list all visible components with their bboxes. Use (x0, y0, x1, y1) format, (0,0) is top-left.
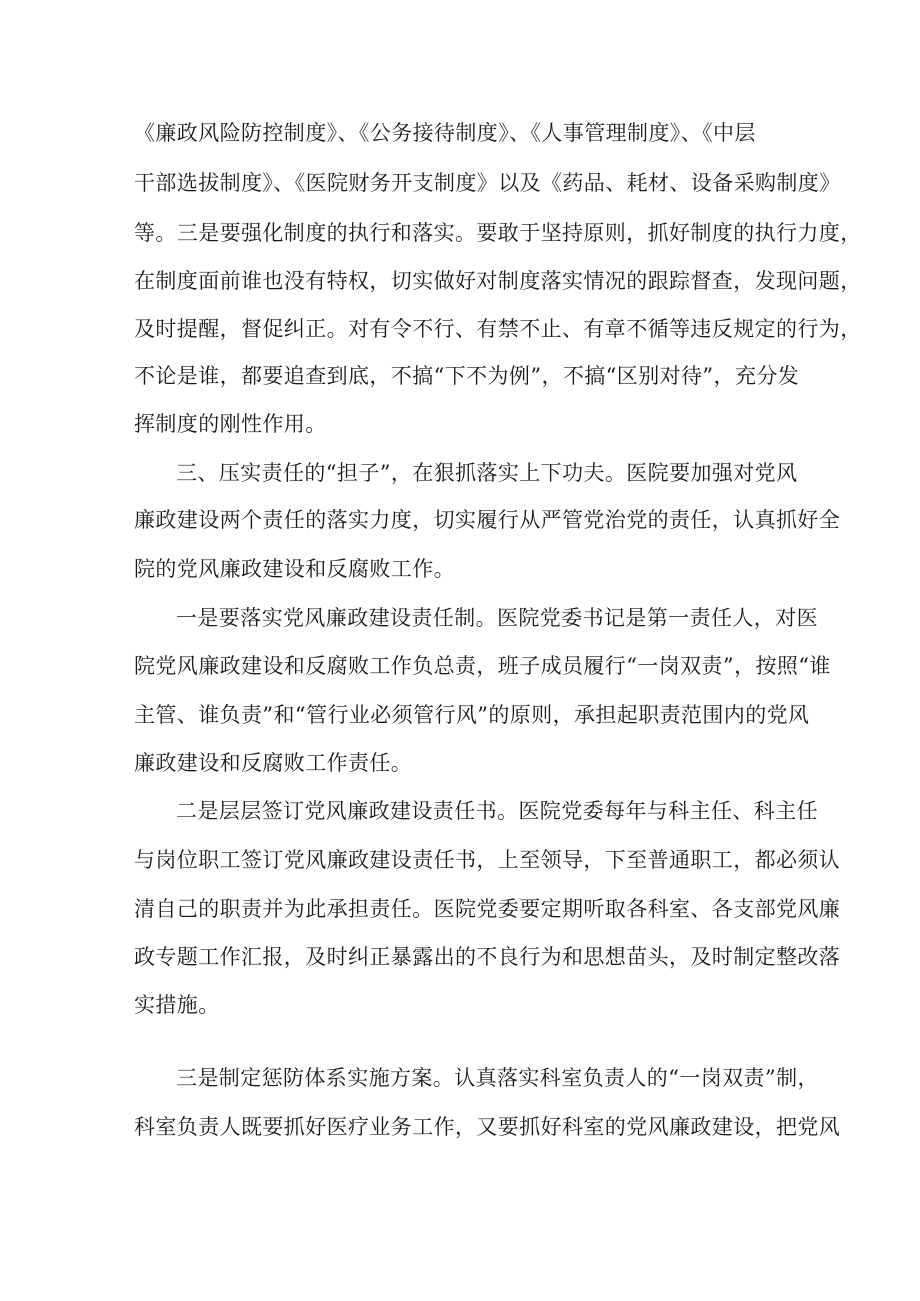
paragraph-line: 等。三是要强化制度的执行和落实。要敢于坚持原则，抓好制度的执行力度， (134, 221, 862, 245)
paragraph-line: 及时提醒，督促纠正。对有令不行、有禁不止、有章不循等违反规定的行为， (134, 317, 862, 341)
paragraph-line: 挥制度的刚性作用。 (134, 412, 327, 436)
paragraph-line: 不论是谁，都要追查到底，不搞“下不为例”，不搞“区别对待”，充分发 (134, 364, 800, 388)
paragraph-line: 在制度面前谁也没有特权，切实做好对制度落实情况的跟踪督查，发现问题， (134, 269, 862, 293)
paragraph-line: 廉政建设两个责任的落实力度，切实履行从严管党治党的责任，认真抓好全 (134, 508, 841, 532)
paragraph-line: 三是制定惩防体系实施方案。认真落实科室负责人的“一岗双责”制， (176, 1066, 819, 1090)
paragraph-line: 院党风廉政建设和反腐败工作负总责，班子成员履行“一岗双责”，按照“谁 (134, 654, 831, 678)
paragraph-line: 科室负责人既要抓好医疗业务工作，又要抓好科室的党风廉政建设，把党风 (134, 1115, 841, 1139)
paragraph-line: 主管、谁负责”和“管行业必须管行风”的原则，承担起职责范围内的党风 (134, 703, 810, 727)
paragraph-line: 廉政建设和反腐败工作责任。 (134, 751, 413, 775)
paragraph-line: 院的党风廉政建设和反腐败工作。 (134, 557, 455, 581)
paragraph-line: 与岗位职工签订党风廉政建设责任书，上至领导，下至普通职工，都必须认 (134, 848, 841, 872)
paragraph-line: 《廉政风险防控制度》、《公务接待制度》、《人事管理制度》、《中层 (134, 121, 756, 145)
paragraph-line: 一是要落实党风廉政建设责任制。医院党委书记是第一责任人，对医 (176, 606, 818, 630)
paragraph-line: 清自己的职责并为此承担责任。医院党委要定期听取各科室、各支部党风廉 (134, 897, 841, 921)
paragraph-line: 干部选拔制度》、《医院财务开支制度》以及《药品、耗材、设备采购制度》 (134, 171, 841, 195)
paragraph-line: 实措施。 (134, 993, 220, 1017)
section-heading-line: 三、压实责任的“担子”，在狠抓落实上下功夫。医院要加强对党风 (176, 461, 798, 485)
paragraph-line: 政专题工作汇报，及时纠正暴露出的不良行为和思想苗头，及时制定整改落 (134, 945, 841, 969)
paragraph-line: 二是层层签订党风廉政建设责任书。医院党委每年与科主任、科主任 (176, 799, 818, 823)
